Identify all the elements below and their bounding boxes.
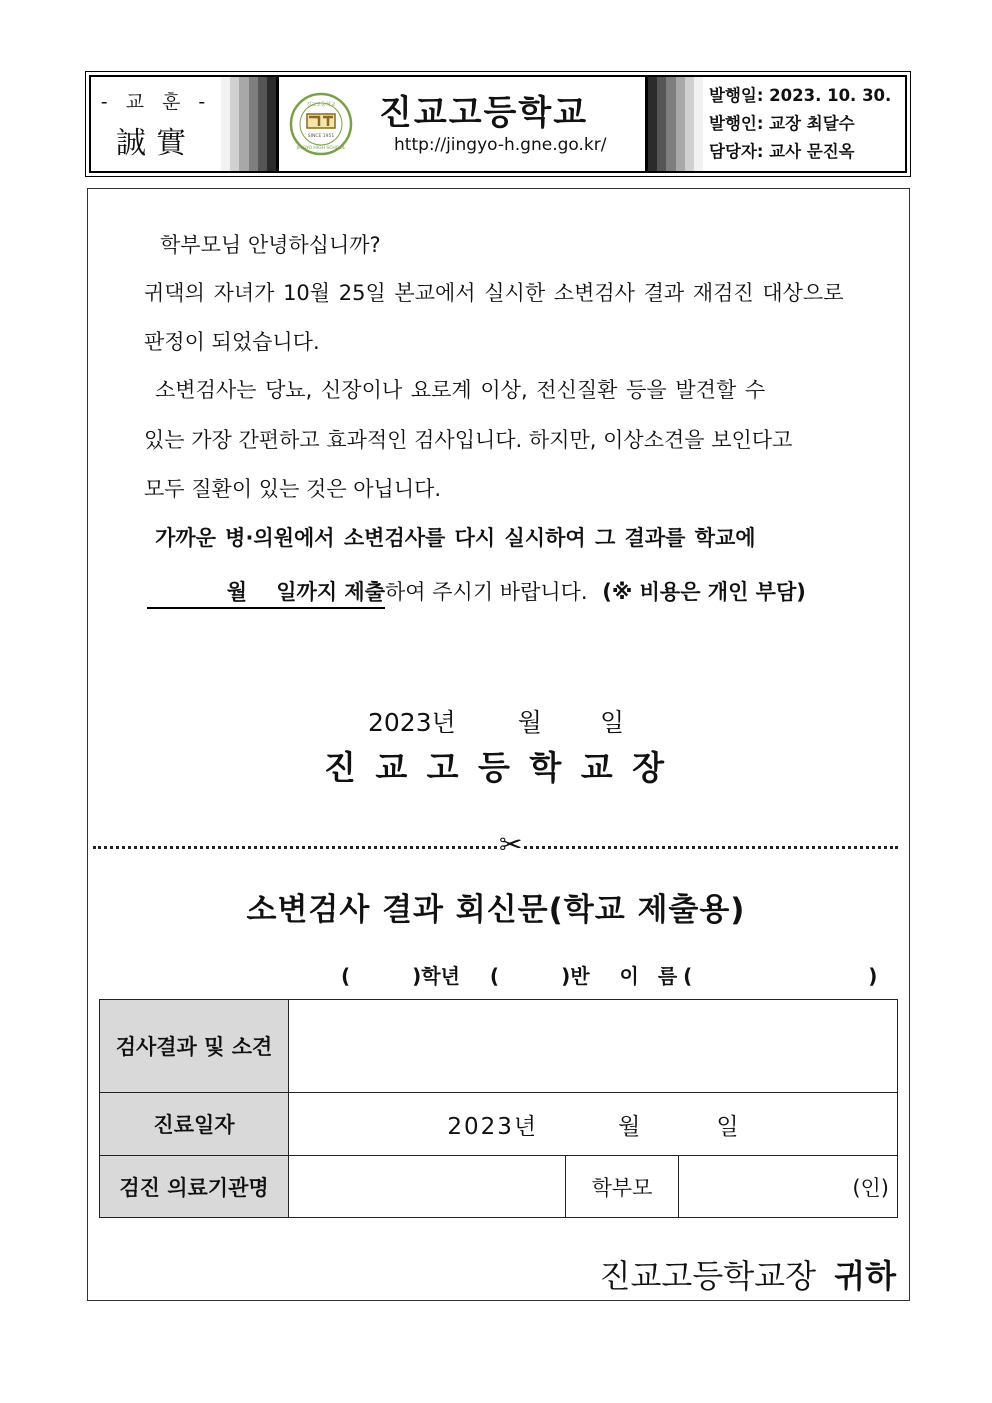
- paragraph-2-line-3: 모두 질환이 있는 것은 아닙니다.: [144, 477, 442, 501]
- publish-date: 발행일: 2023. 10. 30.: [709, 86, 892, 105]
- honorific: 귀하: [834, 1257, 896, 1295]
- class-label: )반: [561, 964, 590, 988]
- paragraph-2-line-2: 있는 가장 간편하고 효과적인 검사입니다. 하지만, 이상소견을 보인다고: [144, 428, 793, 452]
- greeting: 학부모님 안녕하십니까?: [160, 233, 381, 257]
- header-title-area: [276, 77, 648, 171]
- decorative-stripes-right: [648, 77, 703, 171]
- publisher: 발행인: 교장 최달수: [709, 114, 855, 133]
- clinic-label: 검진 의료기관명: [100, 1156, 289, 1218]
- result-field[interactable]: [289, 1000, 898, 1093]
- submission-deadline: 월 일까지 제출: [147, 576, 385, 609]
- letter-date-year: 2023년: [368, 708, 456, 737]
- result-label: 검사결과 및 소견: [100, 1000, 289, 1093]
- parent-label: 학부모: [566, 1156, 679, 1218]
- school-logo-icon: [289, 92, 353, 156]
- visit-date-field[interactable]: [289, 1093, 898, 1156]
- school-url[interactable]: http://jingyo-h.gne.go.kr/: [394, 135, 607, 155]
- publication-info: [703, 77, 905, 171]
- result-table: [99, 999, 898, 1218]
- seal-mark: (인): [852, 1175, 889, 1200]
- decorative-stripes-left: [221, 77, 276, 171]
- scissors-icon: ✂: [499, 828, 523, 861]
- table-row: [100, 1000, 898, 1093]
- contact-person: 담당자: 교사 문진옥: [709, 142, 855, 161]
- grade-label: )학년: [412, 964, 460, 988]
- paragraph-2-line-1: 소변검사는 당뇨, 신장이나 요로계 이상, 전신질환 등을 발견할 수: [155, 378, 766, 402]
- logo-circle-text: JINGYO HIGH SCHOOL: [296, 146, 346, 151]
- request-rest: 하여 주시기 바랍니다.: [385, 580, 588, 604]
- visit-date-month: 월: [618, 1113, 641, 1140]
- parent-seal-field[interactable]: [679, 1156, 898, 1218]
- request-line-1: 가까운 병·의원에서 소변검사를 다시 실시하여 그 결과를 학교에: [155, 526, 756, 550]
- addressee-line: [600, 1251, 896, 1297]
- name-label: 이 름(: [619, 964, 699, 988]
- visit-date-day: 일: [716, 1113, 739, 1140]
- paragraph-1-line-1: 귀댁의 자녀가 10월 25일 본교에서 실시한 소변검사 결과 재검진 대상으로: [144, 281, 844, 305]
- table-row: [100, 1093, 898, 1156]
- letter-date-month: 월: [517, 708, 542, 737]
- table-row: [100, 1156, 898, 1218]
- name-close: ): [868, 964, 878, 988]
- visit-date-label: 진료일자: [100, 1093, 289, 1156]
- school-motto: [91, 77, 221, 171]
- student-info-line: [341, 960, 877, 989]
- cost-note: (※ 비용은 개인 부담): [602, 580, 806, 604]
- paragraph-1-line-2: 판정이 되었습니다.: [144, 330, 320, 354]
- visit-date-year: 2023년: [447, 1113, 539, 1140]
- form-title: 소변검사 결과 회신문(학교 제출용): [246, 892, 746, 928]
- motto-label: - 교 훈 -: [100, 90, 212, 113]
- motto-value: 誠實: [116, 125, 196, 161]
- grade-open: (: [341, 964, 351, 988]
- letter-date: [368, 703, 624, 739]
- principal-signature: 진 교 고 등 학 교 장: [323, 748, 669, 787]
- clinic-field[interactable]: [289, 1156, 566, 1218]
- addressee: 진교고등학교장: [599, 1257, 816, 1295]
- request-line-2: [147, 576, 806, 609]
- logo-since: SINCE 1951: [307, 134, 335, 139]
- school-name: 진교고등학교: [379, 93, 589, 133]
- class-open: (: [489, 964, 500, 988]
- letter-date-day: 일: [599, 708, 625, 737]
- cut-line: [93, 846, 898, 849]
- newsletter-header: [85, 71, 911, 177]
- logo-text: 진교고등학교: [306, 102, 336, 108]
